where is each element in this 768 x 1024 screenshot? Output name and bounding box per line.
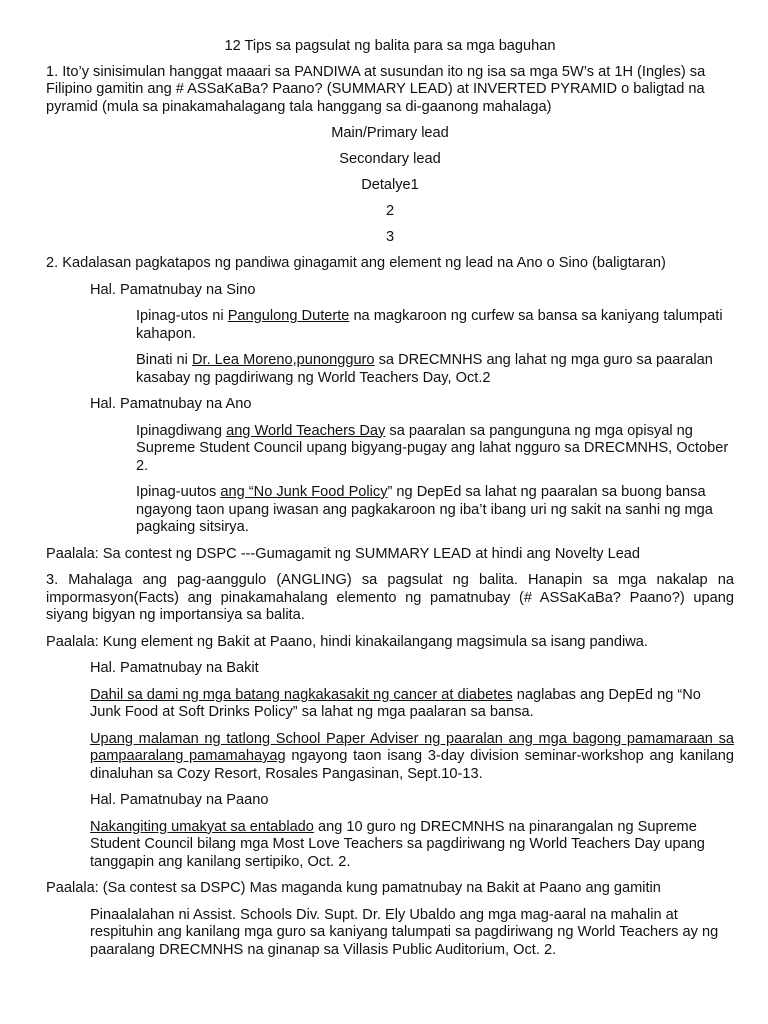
paalala-1: Paalala: Sa contest ng DSPC ---Gumagamit ng SUMMARY LEAD at hindi ang Novelty Lead [46, 545, 641, 562]
pyramid-detail-3: 3 [385, 229, 395, 245]
document-title: 12 Tips sa pagsulat ng balita para sa mga baguhan [224, 38, 556, 54]
bakit-example-1: Dahil sa dami ng mga batang nagkakasakit ng cancer at diabetes naglabas ang DepEd ng “No Junk Food at Soft Drinks Policy” sa lahat ng mga paalaran sa bansa. [90, 686, 701, 720]
pyramid-detail-1: Detalye1 [361, 177, 419, 193]
pyramid-secondary: Secondary lead [339, 151, 441, 167]
sino-example-2: Binati ni Dr. Lea Moreno,punongguro sa DRECMNHS ang lahat ng mga guro sa paaralan kasabay ng pagdiriwang ng World Teachers Day, Oct.2 [136, 352, 713, 386]
ano-label: Hal. Pamatnubay na Ano [90, 396, 252, 412]
paano-example-1: Nakangiting umakyat sa entablado ang 10 guro ng DRECMNHS na pinarangalan ng Supreme Student Council bilang mga Most Love Teachers sa pagdiriwang ng World Teachers Day upang tanggapin ang kanilang sertipiko, Oct. 2. [90, 818, 705, 870]
sino-example-1: Ipinag-utos ni Pangulong Duterte na magkaroon ng curfew sa bansa sa kaniyang talumpati kahapon. [136, 308, 723, 342]
paalala-3: Paalala: (Sa contest sa DSPC) Mas maganda kung pamatnubay na Bakit at Paano ang gamitin [46, 880, 661, 896]
pyramid-primary: Main/Primary lead [331, 125, 449, 141]
bakit-example-2: Upang malaman ng tatlong School Paper Adviser ng paaralan ang mga bagong pamamaraan sa pampaaralang pamamahayag ngayong taon isang 3-day division seminar-workshop ang kanilang dinaluhan sa Cozy Resort, Rosales Pangasinan, Sept.10-13. [90, 730, 734, 782]
paano-label: Hal. Pamatnubay na Paano [90, 792, 269, 808]
final-example: Pinaalalahan ni Assist. Schools Div. Supt. Dr. Ely Ubaldo ang mga mag-aaral na mahalin at respituhin ang kanilang mga guro sa kaniyang talumpati sa pagdiriwang ng World Teachers ay ng paaralang DRECMNHS na ginanap sa Villasis Public Auditorium, Oct. 2. [90, 906, 719, 958]
tip-1: 1. Ito’y sinisimulan hanggat maaari sa PANDIWA at susundan ito ng isa sa mga 5W’s at 1H (Ingles) sa Filipino gamitin ang # ASSaKaBa? Paano? (SUMMARY LEAD) at INVERTED PYRAMID o baligtad na pyramid (mula sa pinakamahalagang tala hanggang sa di-gaanong mahalaga) [46, 63, 706, 115]
pyramid-detail-2: 2 [385, 203, 395, 219]
paalala-2: Paalala: Kung element ng Bakit at Paano, hindi kinakailangang magsimula sa isang pandiwa. [46, 633, 648, 650]
sino-label: Hal. Pamatnubay na Sino [90, 281, 256, 298]
ano-example-2: Ipinag-uutos ang “No Junk Food Policy” ng DepEd sa lahat ng paaralan sa buong bansa ngayong taon upang iwasan ang pagkakaroon ng iba’t ibang uri ng sakit na sanhi ng mga pagkaing sitsirya. [136, 484, 713, 535]
tip-2: 2. Kadalasan pagkatapos ng pandiwa ginagamit ang element ng lead na Ano o Sino (baligtaran) [46, 255, 666, 271]
bakit-label: Hal. Pamatnubay na Bakit [90, 660, 259, 676]
tip-3: 3. Mahalaga ang pag-aanggulo (ANGLING) sa pagsulat ng balita. Hanapin sa mga nakalap na impormasyon(Facts) ang pinakamahalang elemento ng pamatnubay (# ASSaKaBa? Paano?) upang siyang bigyan ng importansiya sa balita. [46, 572, 734, 623]
ano-example-1: Ipinagdiwang ang World Teachers Day sa paaralan sa pangunguna ng mga opisyal ng Supreme Student Council upang bigyang-pugay ang lahat ngguro sa DRECMNHS, October 2. [136, 422, 729, 474]
